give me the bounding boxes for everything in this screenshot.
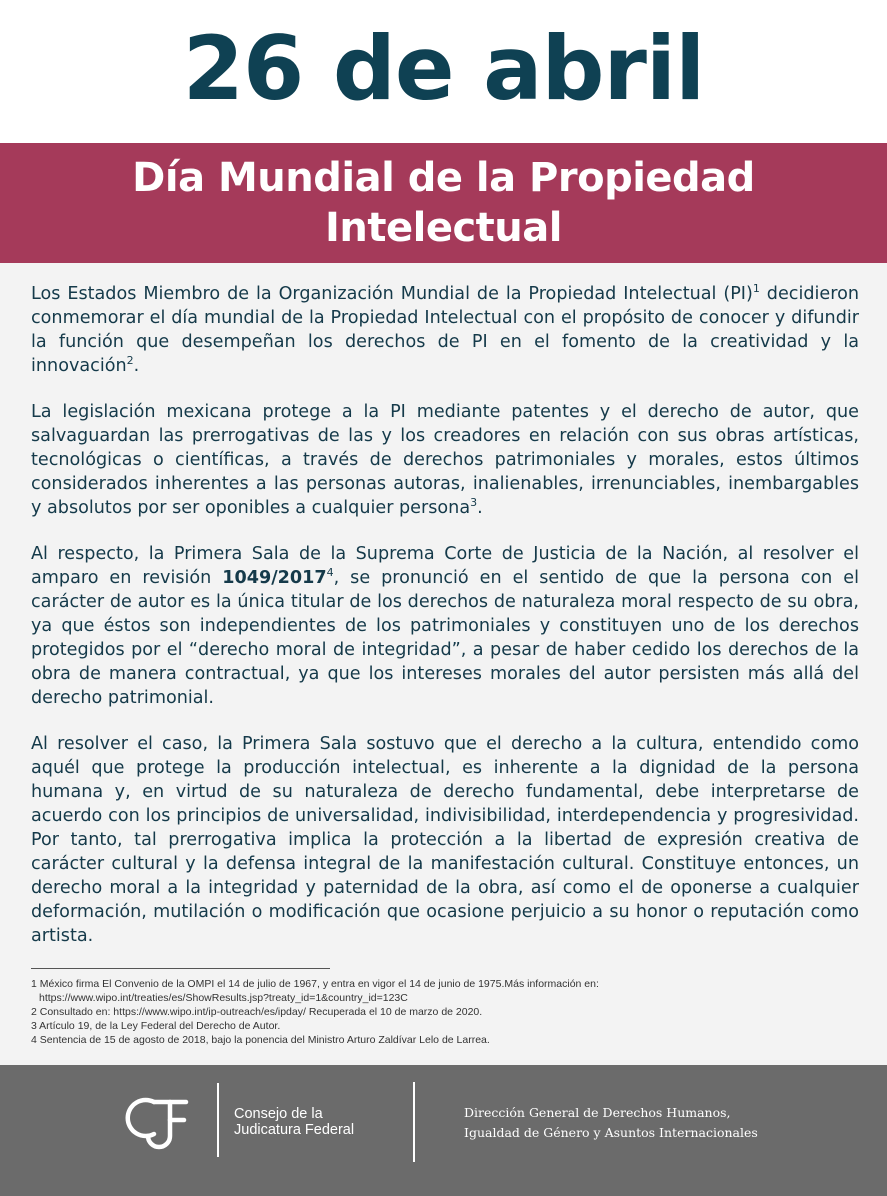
department-name-line-1: Dirección General de Derechos Humanos,	[464, 1105, 731, 1120]
paragraph-1	[31, 282, 859, 378]
footnote-ref-2: 2	[126, 354, 134, 368]
organization-name	[234, 1106, 354, 1138]
footnote-divider	[31, 968, 330, 969]
paragraph-4-text: Al resolver el caso, la Primera Sala sostuvo que el derecho a la cultura, entendido como aquél que protege la producción intelectual, es inherente a la dignidad de la persona humana y, en virtud de su naturaleza de derecho fundamental, debe interpretarse de acuerdo con los principios de universalidad, indivisibilidad, interdependencia y progresividad. Por tanto, tal prerrogativa implica la protección a la libertad de expresión creativa de carácter cultural y la defensa integral de la manifestación cultural. Constituye entonces, un derecho moral a la integridad y paternidad de la obra, así como el de oponerse a cualquier deformación, mutilación o modificación que ocasione perjuicio a su honor o reputación como artista.	[31, 734, 859, 946]
organization-name-line-1: Consejo de la	[234, 1106, 323, 1122]
paragraph-3-text: Al respecto, la Primera Sala de la Suprema Corte de Justicia de la Nación, al resolver el amparo en revisión	[31, 544, 859, 588]
department-name-line-2: Igualdad de Género y Asuntos Internacionales	[464, 1125, 758, 1140]
paragraph-1-text-2: decidieron conmemorar el día mundial de la Propiedad Intelectual con el propósito de conocer y difundir la función que desempeñan los derechos de PI en el fomento de la creatividad y la innovación	[31, 284, 859, 376]
paragraph-3-text-2: , se pronunció en el sentido de que la persona con el carácter de autor es la única titular de los derechos de naturaleza moral respecto de su obra, ya que éstos son independientes de los patrimoniales y constituyen uno de los derechos protegidos por el “derecho moral de integridad”, a pesar de haber cedido los derechos de la obra de manera contractual, ya que los intereses morales del autor persisten más allá del derecho patrimonial.	[31, 568, 859, 708]
footnote-ref-3: 3	[470, 496, 478, 510]
footer-divider-2	[413, 1082, 415, 1162]
page-date: 26 de abril	[182, 17, 705, 120]
page-title-line-2: Intelectual	[325, 205, 562, 251]
article-body	[31, 282, 859, 948]
paragraph-1-end: .	[133, 356, 140, 376]
footnote-ref-1: 1	[752, 282, 760, 296]
paragraph-2-text: La legislación mexicana protege a la PI mediante patentes y el derecho de autor, que salvaguardan las prerrogativas de las y los creadores en relación con sus obras artísticas, tecnológicas o científicas, a través de derechos patrimoniales y morales, estos últimos considerados inherentes a las personas autoras, inalienables, irrenunciables, inembargables y absolutos por ser oponibles a cualquier persona	[31, 402, 859, 518]
page-title-line-1: Día Mundial de la Propiedad	[132, 155, 755, 201]
paragraph-1-text: Los Estados Miembro de la Organización Mundial de la Propiedad Intelectual (PI)	[31, 284, 753, 304]
footnote-1: 1 México firma El Convenio de la OMPI el 14 de julio de 1967, y entra en vigor el 14 de junio de 1975.Más información en:	[31, 978, 599, 990]
footnote-1-link[interactable]: https://www.wipo.int/treaties/es/ShowResults.jsp?treaty_id=1&country_id=123C	[39, 992, 408, 1004]
paragraph-4	[31, 732, 859, 948]
cjf-logo-icon	[124, 1092, 204, 1156]
footnote-2: 2 Consultado en: https://www.wipo.int/ip-outreach/es/ipday/ Recuperada el 10 de marzo de 2020.	[31, 1006, 483, 1018]
footnote-3: 3 Artículo 19, de la Ley Federal del Derecho de Autor.	[31, 1020, 281, 1032]
date-header	[0, 0, 887, 143]
organization-name-line-2: Judicatura Federal	[234, 1122, 355, 1138]
title-band	[0, 143, 887, 263]
paragraph-2	[31, 400, 859, 520]
footer-divider-1	[217, 1083, 219, 1157]
department-name	[464, 1103, 758, 1143]
footnotes	[31, 977, 861, 1047]
case-number: 1049/2017	[222, 568, 327, 588]
footnote-4: 4 Sentencia de 15 de agosto de 2018, bajo la ponencia del Ministro Arturo Zaldívar Lelo de Larrea.	[31, 1034, 490, 1046]
paragraph-3	[31, 542, 859, 710]
footnote-ref-4: 4	[326, 566, 334, 580]
page-title	[104, 153, 784, 253]
paragraph-2-end: .	[477, 498, 483, 518]
